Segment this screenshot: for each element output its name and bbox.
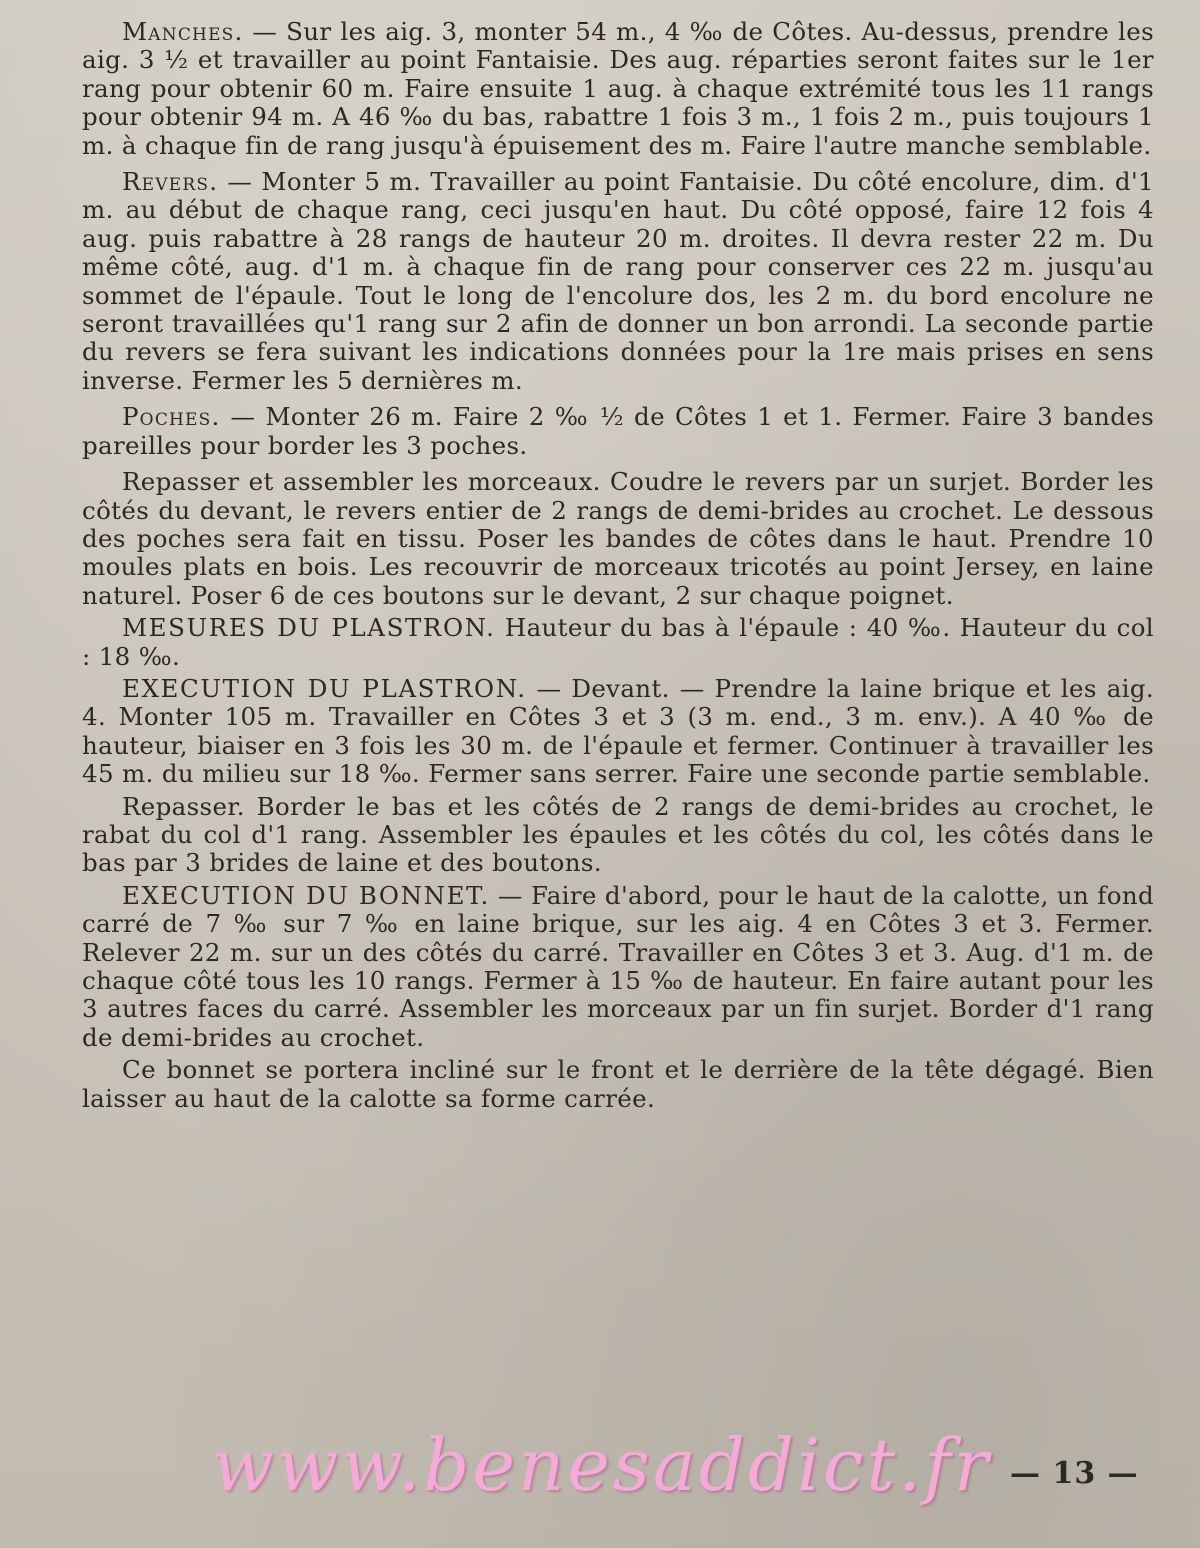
paragraph-text: Ce bonnet se portera incliné sur le front et le derrière de la tête dégagé. Bien laisser au haut de la calotte sa forme carrée. bbox=[82, 1055, 1154, 1113]
paragraph-text: — Faire d'abord, pour le haut de la calotte, un fond carré de 7 ‰ sur 7 ‰ en laine brique, sur les aig. 4 en Côtes 3 et 3. Fermer. Relever 22 m. sur un des côtés du carré. Travailler en Côtes 3 et 3. Aug. d'1 m. de chaque côté tous les 10 rangs. Fermer à 15 ‰ de hauteur. En faire autant pour les 3 autres faces du carré. Assembler les morceaux par un fin surjet. Border d'1 rang de demi-brides au crochet. bbox=[82, 880, 1154, 1052]
paragraph-repasser bbox=[82, 793, 1154, 878]
paragraph-text: — Monter 26 m. Faire 2 ‰ ½ de Côtes 1 et 1. Fermer. Faire 3 bandes pareilles pour border les 3 poches. bbox=[82, 402, 1154, 460]
instructions-text bbox=[82, 18, 1154, 1117]
section-lead: Revers. bbox=[122, 167, 219, 197]
paragraph-text: Hauteur du bas à l'épaule : 40 ‰. Hauteur du col : 18 ‰. bbox=[82, 613, 1154, 671]
paragraph-text: — Devant. — Prendre la laine brique et les aig. 4. Monter 105 m. Travailler en Côtes 3 et 3 (3 m. end., 3 m. env.). A 40 ‰ de hauteur, biaiser en 3 fois les 30 m. de l'épaule et fermer. Continuer à travailler les 45 m. du milieu sur 18 ‰. Fermer sans serrer. Faire une seconde partie semblable. bbox=[82, 673, 1155, 789]
paragraph-bonnet-port bbox=[82, 1056, 1154, 1113]
section-lead: EXECUTION DU PLASTRON. bbox=[122, 673, 527, 703]
section-lead: Poches. bbox=[122, 402, 221, 432]
paragraph-execution-plastron bbox=[82, 675, 1154, 789]
paragraph-manches bbox=[82, 18, 1154, 160]
website-watermark: www.benesaddict.fr bbox=[212, 1423, 992, 1507]
paragraph-poches bbox=[82, 403, 1154, 460]
section-lead: EXECUTION DU BONNET. bbox=[122, 880, 490, 910]
paragraph-text: Repasser. Border le bas et les côtés de 2 rangs de demi-brides au crochet, le rabat du col d'1 rang. Assembler les épaules et les côtés du col, les côtés dans le bas par 3 brides de laine et des boutons. bbox=[82, 791, 1154, 878]
paragraph-mesures-plastron bbox=[82, 614, 1154, 671]
paragraph-text: — Monter 5 m. Travailler au point Fantaisie. Du côté encolure, dim. d'1 m. au début de chaque rang, ceci jusqu'en haut. Du côté opposé, faire 12 fois 4 aug. puis rabattre à 28 rangs de hauteur 20 m. droites. Il devra rester 22 m. Du même côté, aug. d'1 m. à chaque fin de rang pour conserver ces 22 m. jusqu'au sommet de l'épaule. Tout le long de l'encolure dos, les 2 m. du bord encolure ne seront travaillées qu'1 rang sur 2 afin de donner un bon arrondi. La seconde partie du revers se fera suivant les indications données pour la 1re mais prises en sens inverse. Fermer les 5 dernières m. bbox=[82, 167, 1154, 395]
section-lead: Manches. bbox=[122, 17, 244, 46]
paragraph-execution-bonnet bbox=[82, 882, 1154, 1052]
paragraph-text: — Sur les aig. 3, monter 54 m., 4 ‰ de Côtes. Au-dessus, prendre les aig. 3 ½ et travailler au point Fantaisie. Des aug. réparties seront faites sur le 1er rang pour obtenir 60 m. Faire ensuite 1 aug. à chaque extrémité tous les 11 rangs pour obtenir 94 m. A 46 ‰ du bas, rabattre 1 fois 3 m., 1 fois 2 m., puis toujours 1 m. à chaque fin de rang jusqu'à épuisement des m. Faire l'autre manche semblable. bbox=[82, 17, 1154, 160]
page-number: — 13 — bbox=[1010, 1456, 1139, 1491]
section-lead: MESURES DU PLASTRON. bbox=[122, 613, 496, 643]
paragraph-revers bbox=[82, 168, 1154, 395]
paragraph-text: Repasser et assembler les morceaux. Coudre le revers par un surjet. Border les côtés du devant, le revers entier de 2 rangs de demi-brides au crochet. Le dessous des poches sera fait en tissu. Poser les bandes de côtes dans le haut. Prendre 10 moules plats en bois. Les recouvrir de morceaux tricotés au point Jersey, en laine naturel. Poser 6 de ces boutons sur le devant, 2 sur chaque poignet. bbox=[82, 467, 1154, 610]
paragraph-assemblage bbox=[82, 468, 1154, 610]
